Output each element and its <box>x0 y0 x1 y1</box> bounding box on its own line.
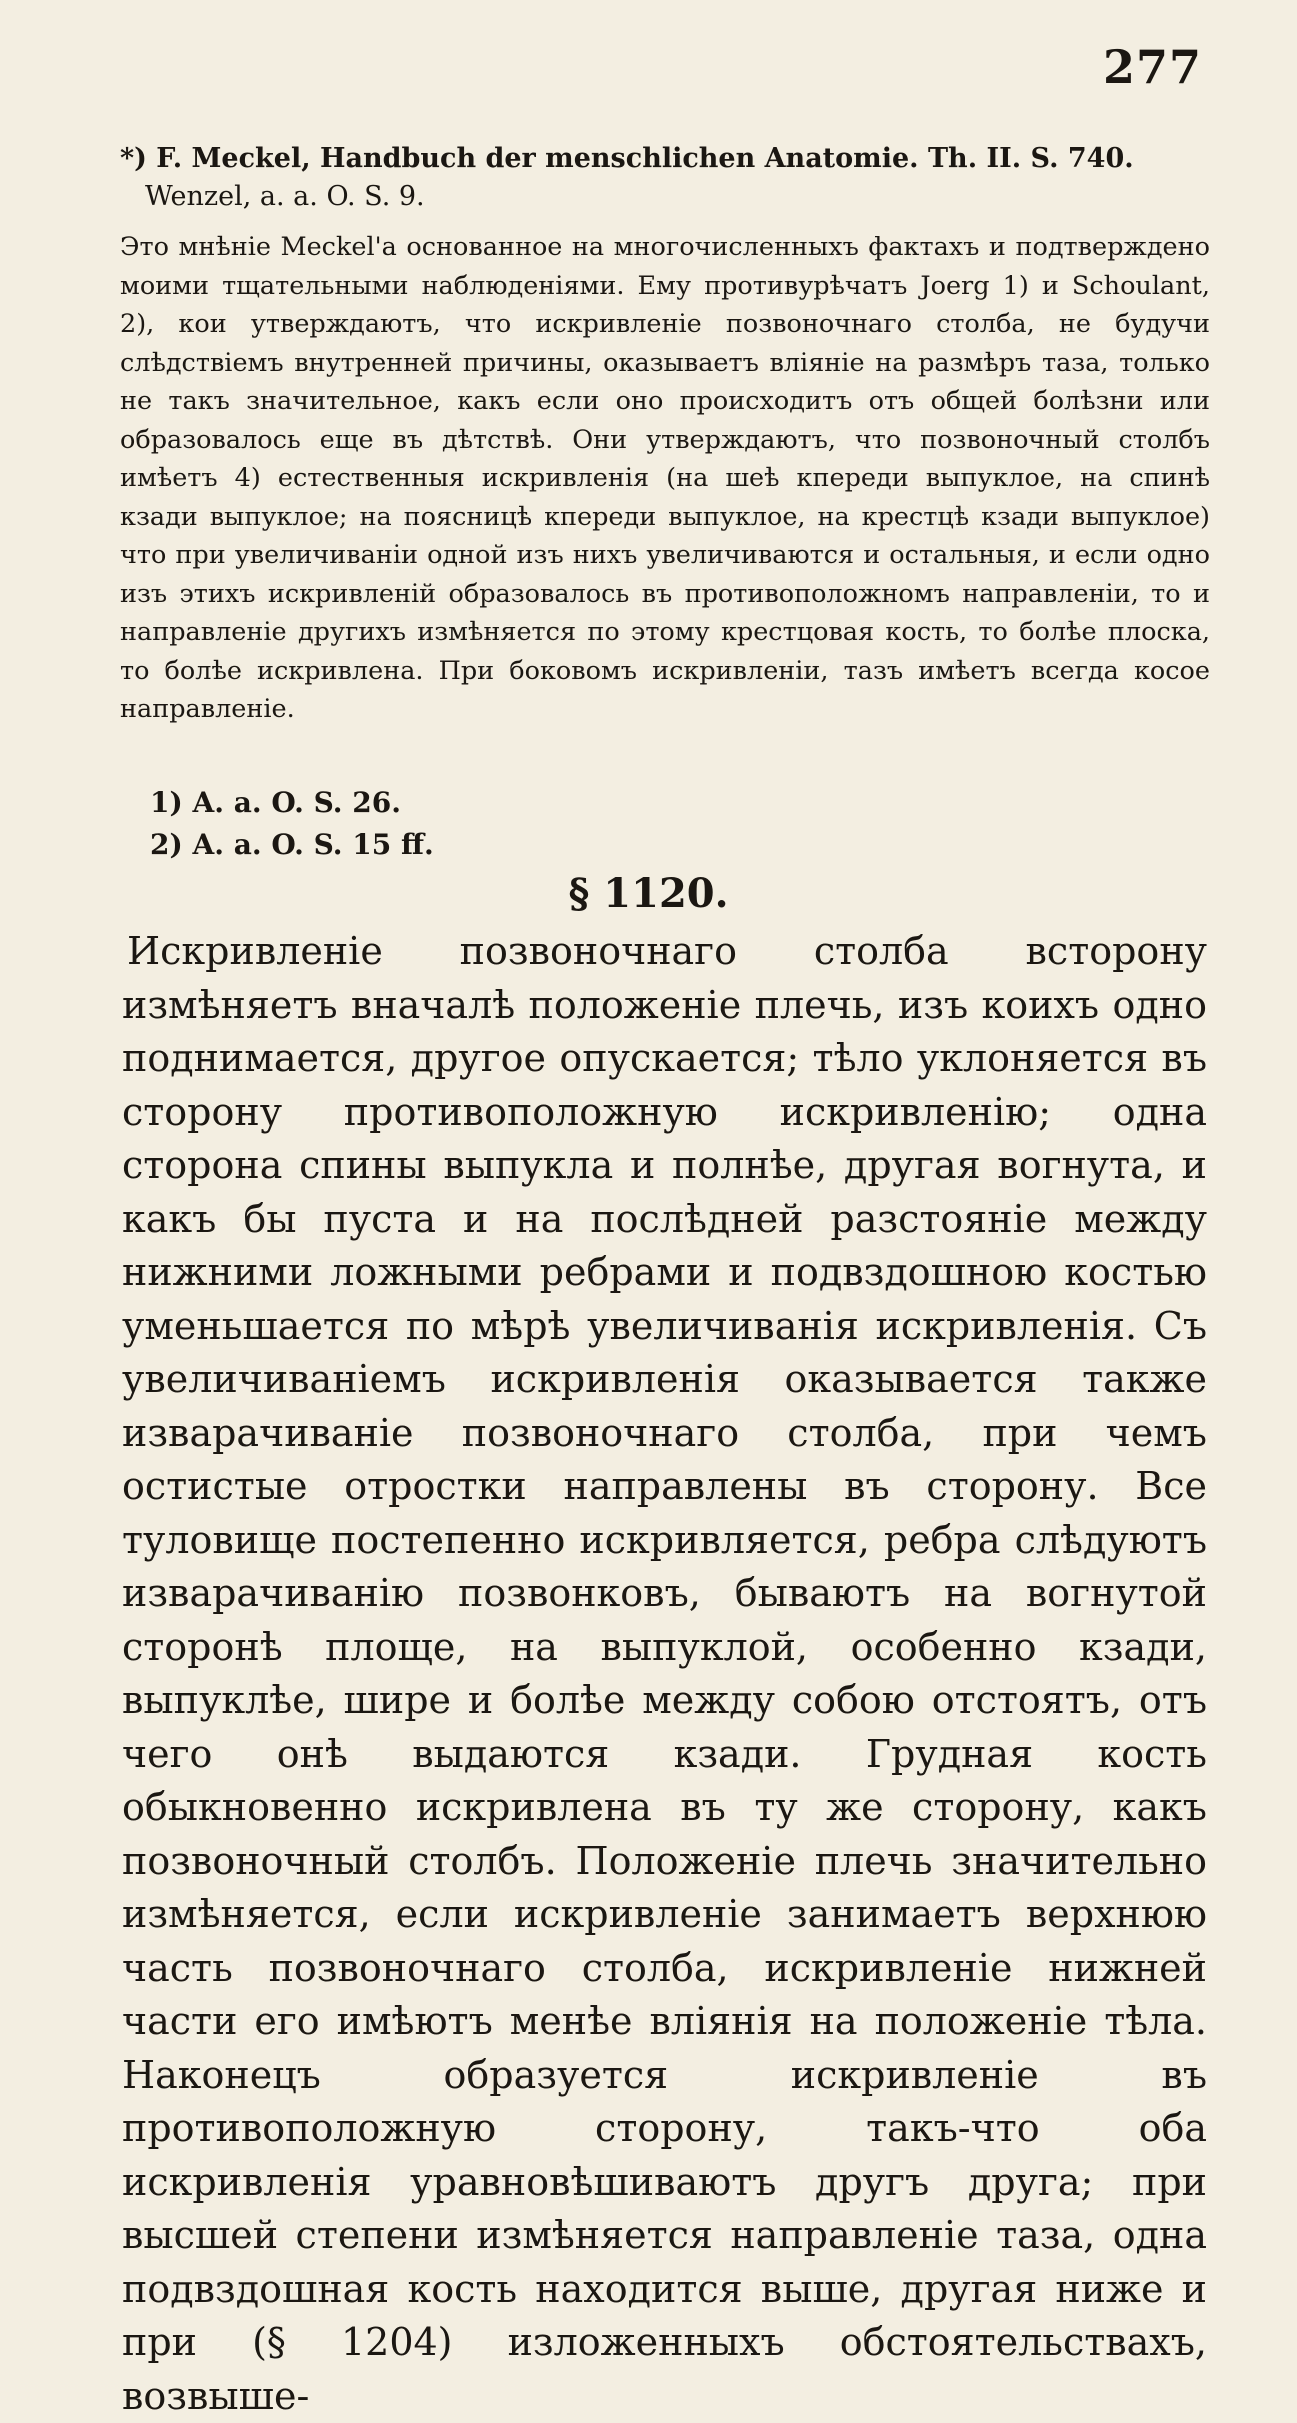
reference-item: 2) A. a. O. S. 15 ff. <box>150 828 434 861</box>
footnote-line-1: *) F. Meckel, Handbuch der menschlichen Anatomie. Th. II. S. 740. <box>120 143 1134 174</box>
reference-list <box>150 782 434 866</box>
note-paragraph: Это мнѣніе Meckel'а основанное на многочисленныхъ фактахъ и подтверждено моими тщательными наблюденіями. Ему противурѣчатъ Joerg 1) и Schoulant, 2), кои утверждаютъ, что искривленіе позвоночнаго столба, не будучи слѣдствіемъ внутренней причины, оказываетъ вліяніе на размѣръ таза, только не такъ значительное, какъ если оно происходитъ отъ общей болѣзни или образовалось еще въ дѣтствѣ. Они утверждаютъ, что позвоночный столбъ имѣетъ 4) естественныя искривленія (на шеѣ кпереди выпуклое, на спинѣ кзади выпуклое; на поясницѣ кпереди выпуклое, на крестцѣ кзади выпуклое) что при увеличиваніи одной изъ нихъ увеличиваются и остальныя, и если одно изъ этихъ искривленій образовалось въ противоположномъ направленіи, то и направленіе другихъ измѣняется по этому крестцовая кость, то болѣе плоска, то болѣе искривлена. При боковомъ искривленіи, тазъ имѣетъ всегда косое направленіе. <box>120 232 1210 724</box>
main-paragraph: Искривленіе позвоночнаго столба всторону измѣняетъ вначалѣ положеніе плечь, изъ коихъ одно поднимается, другое опускается; тѣло уклоняется въ сторону противоположную искривленію; одна сторона спины выпукла и полнѣе, другая вогнута, и какъ бы пуста и на послѣдней разстояніе между нижними ложными ребрами и подвздошною костью уменьшается по мѣрѣ увеличиванія искривленія. Съ увеличиваніемъ искривленія оказывается также изварачиваніе позвоночнаго столба, при чемъ остистые отростки направлены въ сторону. Все туловище постепенно искривляется, ребра слѣдуютъ изварачиванію позвонковъ, бываютъ на вогнутой сторонѣ площе, на выпуклой, особенно кзади, выпуклѣе, шире и болѣе между собою отстоятъ, отъ чего онѣ выдаются кзади. Грудная кость обыкновенно искривлена въ ту же сторону, какъ позвоночный столбъ. Положеніе плечь значительно измѣняется, если искривленіе занимаетъ верхнюю часть позвоночнаго столба, искривленіе нижней части его имѣютъ менѣе вліянія на положеніе тѣла. Наконецъ образуется искривленіе въ противоположную сторону, такъ-что оба искривленія уравновѣшиваютъ другъ друга; при высшей степени измѣняется направленіе таза, одна подвздошная кость находится выше, другая ниже и при (§ 1204) изложенныхъ обстоятельствахъ, возвыше- <box>122 929 1207 2418</box>
reference-item: 1) A. a. O. S. 26. <box>150 786 402 819</box>
footnote-line-2: Wenzel, a. a. O. S. 9. <box>145 181 425 212</box>
footnote-citation <box>120 140 1200 216</box>
page-number: 277 <box>1102 40 1202 94</box>
section-heading: § 1120. <box>568 870 729 917</box>
